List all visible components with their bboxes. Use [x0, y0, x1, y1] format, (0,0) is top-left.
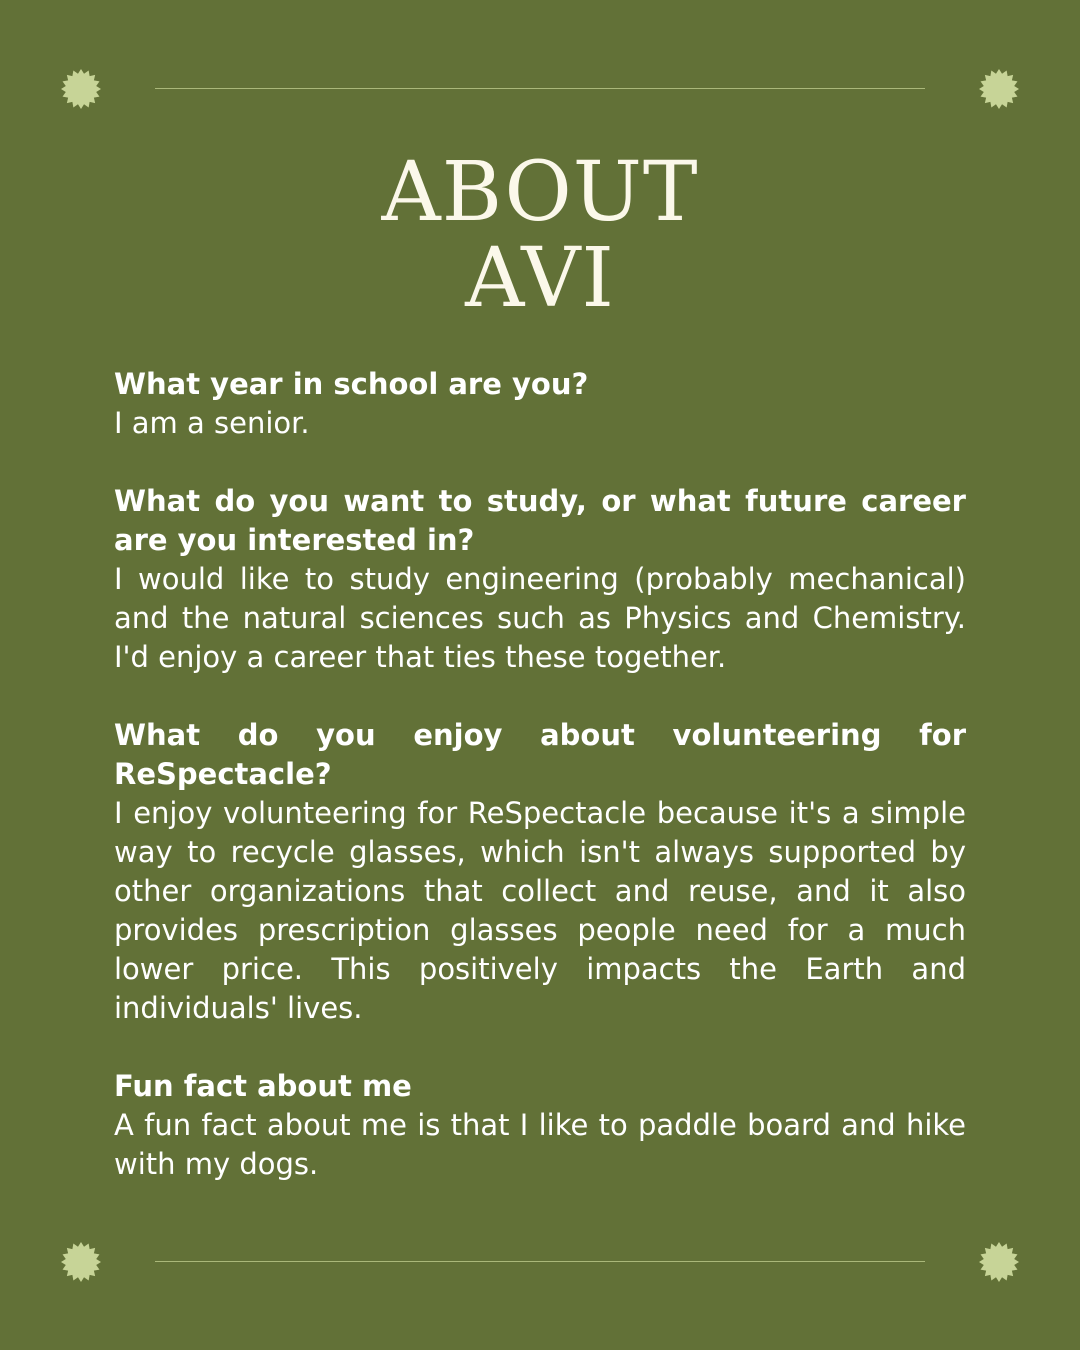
- answer: I would like to study engineering (probably mechanical) and the natural sciences such as Physics and Chemistry. I'd enjoy a career that ties these together.: [114, 562, 966, 674]
- top-divider-line: [155, 88, 925, 89]
- bottom-divider-line: [155, 1261, 925, 1262]
- starburst-icon: [61, 69, 101, 109]
- qa-item: [114, 1067, 966, 1184]
- qa-item: [114, 716, 966, 1028]
- starburst-icon: [61, 1242, 101, 1282]
- title-line-1: ABOUT: [381, 145, 699, 240]
- starburst-icon: [979, 1242, 1019, 1282]
- qa-list: [114, 365, 966, 1223]
- answer: I am a senior.: [114, 406, 310, 440]
- starburst-icon: [979, 69, 1019, 109]
- question: What year in school are you?: [114, 367, 589, 401]
- answer: A fun fact about me is that I like to paddle board and hike with my dogs.: [114, 1108, 966, 1181]
- qa-item: [114, 365, 966, 443]
- title-line-2: AVI: [465, 231, 615, 326]
- page-title: [0, 145, 1080, 326]
- qa-item: [114, 482, 966, 677]
- question: What do you enjoy about volunteering for ReSpectacle?: [114, 718, 966, 791]
- question: Fun fact about me: [114, 1069, 412, 1103]
- answer: I enjoy volunteering for ReSpectacle because it's a simple way to recycle glasses, which isn't always supported by other organizations that collect and reuse, and it also provides prescription glasses people need for a much lower price. This positively impacts the Earth and individuals' lives.: [114, 796, 966, 1025]
- question: What do you want to study, or what future career are you interested in?: [114, 484, 966, 557]
